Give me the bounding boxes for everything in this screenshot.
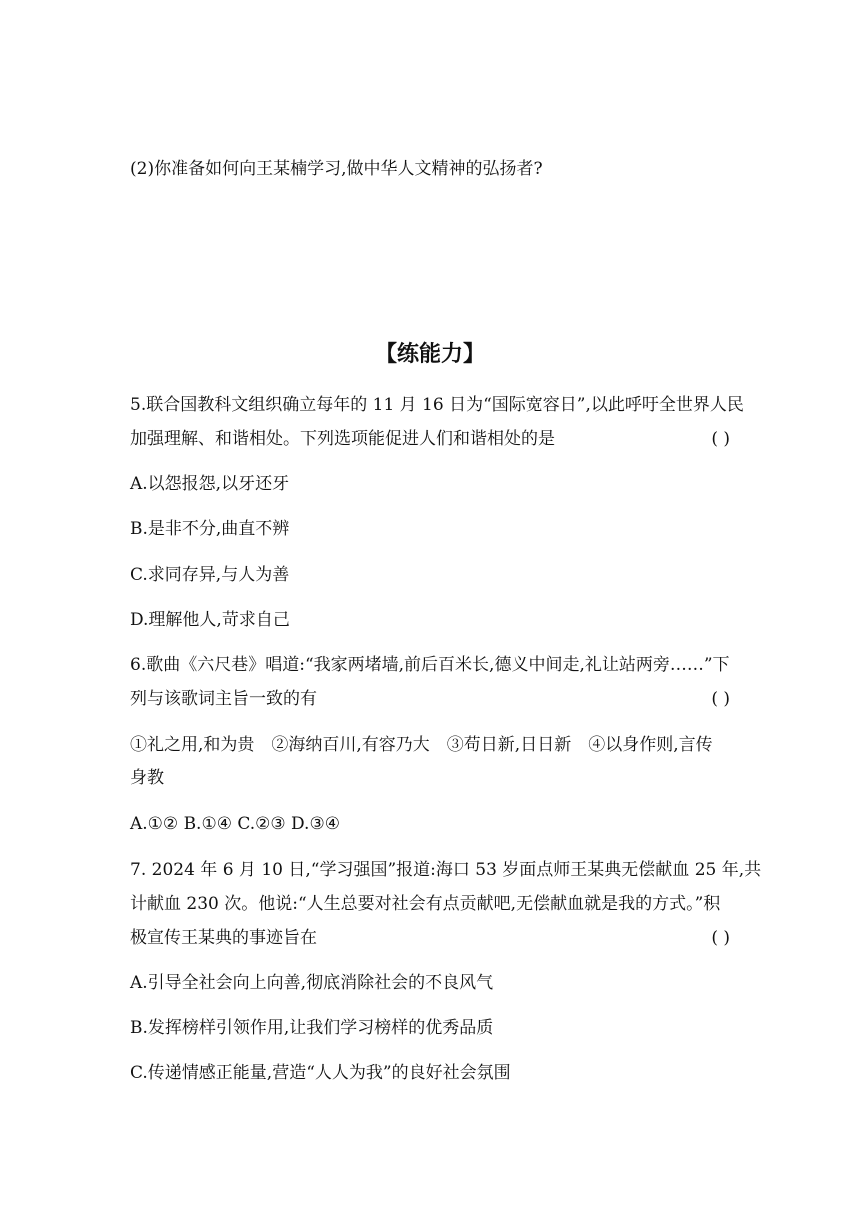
question-5-option-c: C.求同存异,与人为善 <box>130 565 290 585</box>
question-6-stem-text: 列与该歌词主旨一致的有 <box>130 689 317 709</box>
question-5-answer-blank: ( ) <box>711 429 730 449</box>
question-5-stem-text: 加强理解、和谐相处。下列选项能促进人们和谐相处的是 <box>130 429 555 449</box>
question-7-option-a: A.引导全社会向上向善,彻底消除社会的不良风气 <box>130 973 494 993</box>
question-5-option-d: D.理解他人,苛求自己 <box>130 610 290 630</box>
question-6-answer-blank: ( ) <box>711 689 730 709</box>
question-6-stem-line-1: 6.歌曲《六尺巷》唱道:“我家两堵墙,前后百米长,德义中间走,礼让站两旁……”下 <box>130 655 730 675</box>
section-title: 【练能力】 <box>374 342 485 367</box>
question-5-option-b: B.是非不分,曲直不辨 <box>130 519 290 539</box>
question-6-choices: A.①② B.①④ C.②③ D.③④ <box>130 814 340 834</box>
question-7-answer-blank: ( ) <box>711 928 730 948</box>
question-6-items-line-1: ①礼之用,和为贵 ②海纳百川,有容乃大 ③苟日新,日日新 ④以身作则,言传 <box>130 735 713 755</box>
question-7-stem-line-1: 7. 2024 年 6 月 10 日,“学习强国”报道:海口 53 岁面点师王某典无偿献血 25 年,共 <box>130 860 762 880</box>
question-5-stem-line-1: 5.联合国教科文组织确立每年的 11 月 16 日为“国际宽容日”,以此呼吁全世界人民 <box>130 395 744 415</box>
question-4-part-2: (2)你准备如何向王某楠学习,做中华人文精神的弘扬者? <box>130 159 543 179</box>
question-7-stem-line-2: 计献血 230 次。他说:“人生总要对社会有点贡献吧,无偿献血就是我的方式。”积 <box>130 894 721 914</box>
question-7-option-b: B.发挥榜样引领作用,让我们学习榜样的优秀品质 <box>130 1018 494 1038</box>
question-6-items-line-2: 身教 <box>130 768 164 788</box>
question-6-stem-line-2 <box>130 687 730 711</box>
question-7-option-c: C.传递情感正能量,营造“人人为我”的良好社会氛围 <box>130 1063 511 1083</box>
question-7-stem-text: 极宣传王某典的事迹旨在 <box>130 928 317 948</box>
question-5-option-a: A.以怨报怨,以牙还牙 <box>130 474 290 494</box>
question-5-stem-line-2 <box>130 427 730 451</box>
question-7-stem-line-3 <box>130 926 730 950</box>
